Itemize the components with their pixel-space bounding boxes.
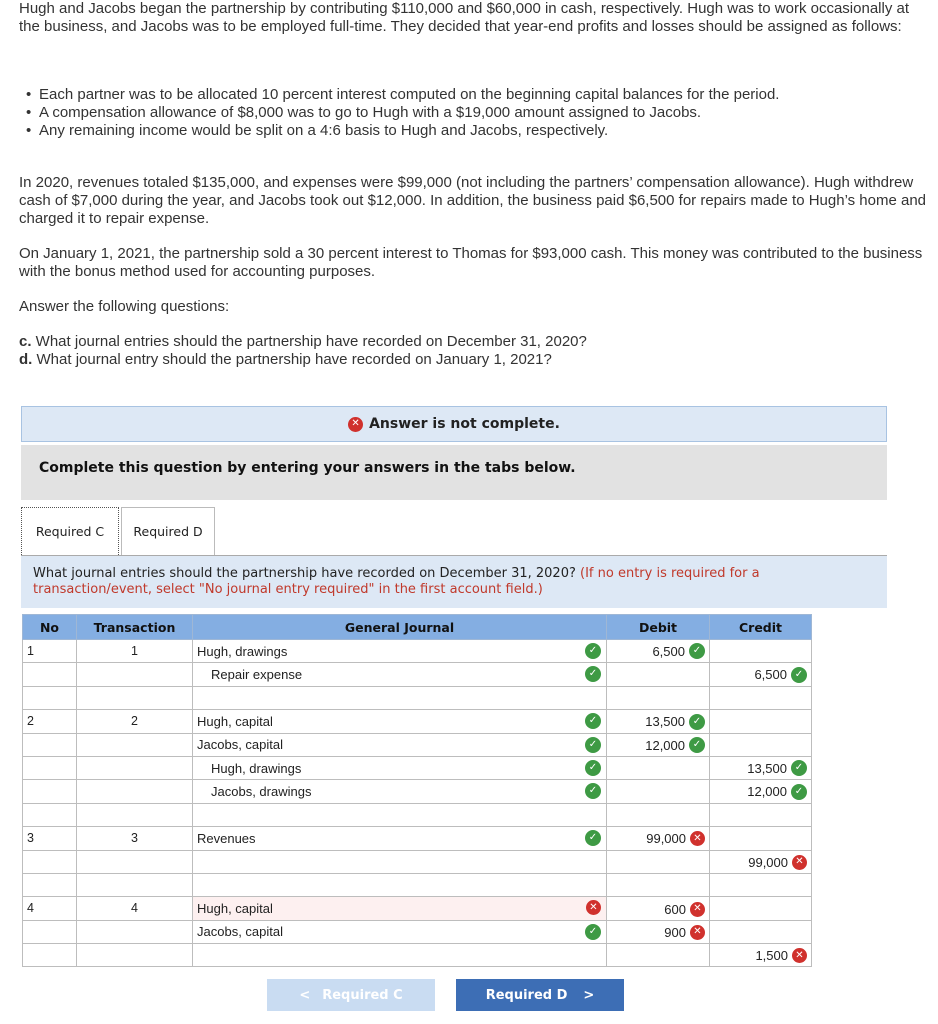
credit-field[interactable] <box>710 640 812 663</box>
credit-field[interactable] <box>710 827 812 850</box>
cell-transaction <box>77 733 193 756</box>
debit-field[interactable] <box>607 827 710 850</box>
answer-status-banner <box>21 406 887 442</box>
debit-field[interactable] <box>607 803 710 826</box>
x-circle-icon: ✕ <box>792 948 807 963</box>
cell-transaction <box>77 686 193 709</box>
account-name: Hugh, capital <box>197 900 273 916</box>
prev-button-label: Required C <box>322 987 403 1003</box>
account-name: Jacobs, drawings <box>211 784 312 800</box>
check-circle-icon: ✓ <box>585 737 601 753</box>
x-circle-icon: ✕ <box>792 855 807 870</box>
cell-no <box>23 686 77 709</box>
account-field[interactable] <box>193 873 607 896</box>
cell-transaction <box>77 663 193 686</box>
question-text: What journal entries should the partnership have recorded on December 31, 2020? <box>33 566 576 581</box>
journal-row <box>23 920 812 943</box>
credit-field[interactable] <box>710 897 812 920</box>
debit-field[interactable] <box>607 640 710 663</box>
account-name: Hugh, drawings <box>211 760 302 776</box>
debit-field[interactable] <box>607 733 710 756</box>
check-circle-icon: ✓ <box>585 924 601 940</box>
cell-transaction: 2 <box>77 710 193 733</box>
cell-no: 3 <box>23 827 77 850</box>
debit-field[interactable] <box>607 686 710 709</box>
journal-row <box>23 873 812 896</box>
account-field[interactable] <box>193 850 607 873</box>
account-field[interactable] <box>193 897 607 920</box>
journal-row <box>23 803 812 826</box>
credit-field[interactable] <box>710 850 812 873</box>
question-d-text: What journal entry should the partnership have recorded on January 1, 2021? <box>32 351 552 368</box>
question-c-label: c. <box>19 333 32 350</box>
check-circle-icon: ✓ <box>585 760 601 776</box>
credit-value: 1,500 <box>755 948 788 964</box>
account-name: Repair expense <box>211 667 303 683</box>
instructions: Complete this question by entering your answers in the tabs below. <box>21 445 887 500</box>
debit-field[interactable] <box>607 710 710 733</box>
account-field[interactable] <box>193 920 607 943</box>
journal-row <box>23 686 812 709</box>
cell-no: 2 <box>23 710 77 733</box>
credit-field[interactable] <box>710 920 812 943</box>
journal-row <box>23 733 812 756</box>
check-circle-icon: ✓ <box>585 830 601 846</box>
x-circle-icon: ✕ <box>586 900 601 915</box>
journal-row <box>23 710 812 733</box>
account-field[interactable] <box>193 756 607 779</box>
credit-value: 12,000 <box>747 784 787 800</box>
cell-transaction <box>77 803 193 826</box>
cell-no: 1 <box>23 640 77 663</box>
header-credit: Credit <box>710 615 812 640</box>
journal-row <box>23 640 812 663</box>
prev-required-c-button[interactable] <box>267 979 435 1011</box>
account-field[interactable] <box>193 780 607 803</box>
account-field[interactable] <box>193 827 607 850</box>
header-transaction: Transaction <box>77 615 193 640</box>
debit-value: 900 <box>664 924 686 940</box>
check-circle-icon: ✓ <box>689 737 705 753</box>
next-required-d-button[interactable] <box>456 979 624 1011</box>
account-field[interactable] <box>193 686 607 709</box>
answer-prompt: Answer the following questions: <box>19 298 230 315</box>
journal-row <box>23 756 812 779</box>
check-circle-icon: ✓ <box>791 784 807 800</box>
tab-required-c[interactable]: Required C <box>21 507 119 555</box>
debit-field[interactable] <box>607 920 710 943</box>
credit-field[interactable] <box>710 780 812 803</box>
debit-value: 600 <box>664 901 686 917</box>
account-field[interactable] <box>193 640 607 663</box>
question-d <box>19 351 552 369</box>
check-circle-icon: ✓ <box>791 760 807 776</box>
account-name: Jacobs, capital <box>197 924 283 940</box>
x-circle-icon: ✕ <box>690 925 705 940</box>
chevron-right-icon: > <box>583 987 595 1003</box>
cell-transaction: 4 <box>77 897 193 920</box>
x-circle-icon: ✕ <box>348 417 363 432</box>
question-hint: (If no entry is required for a transaction/event, select "No journal entry required" in the first account field.) <box>33 566 760 597</box>
journal-row <box>23 780 812 803</box>
account-field[interactable] <box>193 663 607 686</box>
journal-body <box>23 640 812 967</box>
list-item: • A compensation allowance of $8,000 was to go to Hugh with a $19,000 amount assigned to Jacobs. <box>26 104 779 122</box>
check-circle-icon: ✓ <box>791 667 807 683</box>
credit-field[interactable] <box>710 803 812 826</box>
debit-field[interactable] <box>607 850 710 873</box>
question-c-text: What journal entries should the partnership have recorded on December 31, 2020? <box>31 333 587 350</box>
tab-required-d[interactable]: Required D <box>121 507 215 555</box>
x-circle-icon: ✕ <box>690 831 705 846</box>
account-name: Hugh, drawings <box>197 643 288 659</box>
debit-field[interactable] <box>607 897 710 920</box>
credit-field[interactable] <box>710 944 812 967</box>
debit-value: 99,000 <box>646 831 686 847</box>
cell-transaction <box>77 873 193 896</box>
next-button-label: Required D <box>485 987 568 1003</box>
check-circle-icon: ✓ <box>585 713 601 729</box>
account-field[interactable] <box>193 944 607 967</box>
debit-field[interactable] <box>607 756 710 779</box>
problem-paragraph-2020: In 2020, revenues totaled $135,000, and expenses were $99,000 (not including the partners’ compensation allowance). Hugh withdrew cash of $7,000 during the year, and Jacobs took out $12,000. In addition, the business paid $6,500 for repairs made to Hugh’s home and charged it to repair expense. <box>19 174 927 227</box>
credit-field[interactable] <box>710 756 812 779</box>
check-circle-icon: ✓ <box>585 643 601 659</box>
debit-value: 12,000 <box>645 737 685 753</box>
debit-field[interactable] <box>607 663 710 686</box>
chevron-left-icon: < <box>299 987 311 1003</box>
list-item: • Each partner was to be allocated 10 percent interest computed on the beginning capital balances for the period. <box>26 86 779 104</box>
journal-row <box>23 897 812 920</box>
account-name: Revenues <box>197 830 256 846</box>
general-journal-table <box>22 614 812 967</box>
account-name: Hugh, capital <box>197 713 273 729</box>
cell-no <box>23 733 77 756</box>
cell-transaction <box>77 850 193 873</box>
journal-row <box>23 850 812 873</box>
cell-transaction <box>77 944 193 967</box>
cell-transaction <box>77 920 193 943</box>
debit-field[interactable] <box>607 780 710 803</box>
cell-no <box>23 803 77 826</box>
cell-no <box>23 920 77 943</box>
cell-no <box>23 850 77 873</box>
cell-transaction: 3 <box>77 827 193 850</box>
credit-value: 6,500 <box>754 667 787 683</box>
check-circle-icon: ✓ <box>585 783 601 799</box>
cell-transaction <box>77 756 193 779</box>
cell-no <box>23 663 77 686</box>
credit-field[interactable] <box>710 733 812 756</box>
list-item: • Any remaining income would be split on a 4:6 basis to Hugh and Jacobs, respectively. <box>26 122 779 140</box>
check-circle-icon: ✓ <box>585 666 601 682</box>
cell-no <box>23 944 77 967</box>
credit-field[interactable] <box>710 663 812 686</box>
debit-value: 13,500 <box>645 714 685 730</box>
header-no: No <box>23 615 77 640</box>
check-circle-icon: ✓ <box>689 643 705 659</box>
credit-field[interactable] <box>710 710 812 733</box>
account-field[interactable] <box>193 803 607 826</box>
cell-no <box>23 873 77 896</box>
debit-field[interactable] <box>607 944 710 967</box>
cell-transaction <box>77 780 193 803</box>
account-name: Jacobs, capital <box>197 737 283 753</box>
credit-value: 13,500 <box>747 760 787 776</box>
journal-row <box>23 663 812 686</box>
debit-value: 6,500 <box>652 643 685 659</box>
cell-no <box>23 756 77 779</box>
credit-field[interactable] <box>710 686 812 709</box>
account-field[interactable] <box>193 733 607 756</box>
question-box <box>21 556 887 608</box>
header-debit: Debit <box>607 615 710 640</box>
journal-row <box>23 827 812 850</box>
cell-no: 4 <box>23 897 77 920</box>
credit-value: 99,000 <box>748 854 788 870</box>
allocation-rules-list <box>26 86 779 140</box>
status-text: Answer is not complete. <box>369 416 560 432</box>
header-general-journal: General Journal <box>193 615 607 640</box>
problem-intro: Hugh and Jacobs began the partnership by contributing $110,000 and $60,000 in cash, respectively. Hugh was to work occasionally at the business, and Jacobs was to be employed full-time. They decided that year-end profits and losses should be assigned as follows: <box>19 0 910 35</box>
cell-no <box>23 780 77 803</box>
journal-row <box>23 944 812 967</box>
credit-field[interactable] <box>710 873 812 896</box>
check-circle-icon: ✓ <box>689 714 705 730</box>
question-d-label: d. <box>19 351 33 368</box>
problem-paragraph-2021: On January 1, 2021, the partnership sold a 30 percent interest to Thomas for $93,000 cash. This money was contributed to the business with the bonus method used for accounting purposes. <box>19 245 923 280</box>
account-field[interactable] <box>193 710 607 733</box>
debit-field[interactable] <box>607 873 710 896</box>
question-c <box>19 333 587 351</box>
cell-transaction: 1 <box>77 640 193 663</box>
x-circle-icon: ✕ <box>690 902 705 917</box>
